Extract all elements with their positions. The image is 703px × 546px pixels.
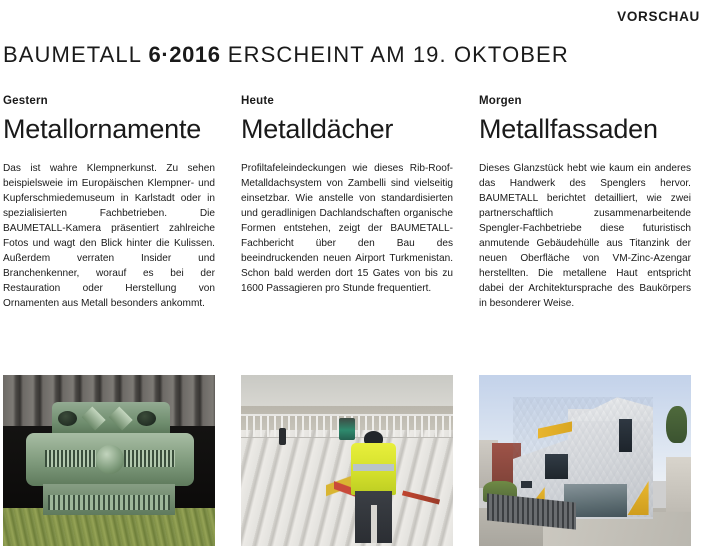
column-heute [241,94,453,311]
column-body-text: Dieses Glanzstück hebt wie kaum ein anderes das Handwerk des Spenglers hervor. BAUMETALL berichtet detailliert, wie zwei partnerschaftlich zusammenarbeitende Spengler-Fachbetriebe diese futuristisch anmutende Gebäudehülle aus Titanzink der neuen Oberfläche von VM-Zinc-Azengar herstellten. Die metallene Haut entspricht dabei der Architektursprache des Baukörpers in besonderer Weise. [479,163,691,310]
ornament-center-boss [96,445,124,474]
tree-foliage [666,406,687,444]
photo-metal-ornament [3,375,215,546]
ornament-right-grille [124,450,175,467]
photo-metal-facade-house [479,375,691,546]
headline-rest: ERSCHEINT AM 19. OKTOBER [220,42,569,67]
column-label: Morgen [479,95,522,107]
worker-leg-gap [371,505,376,543]
column-gestern [3,94,215,311]
column-label: Heute [241,95,274,107]
photo-row [3,375,700,546]
distant-worker [279,428,285,445]
column-title: Metallornamente [3,114,202,144]
ornament-right-round-opening [137,411,156,426]
page-headline [3,42,569,68]
ornament-base-dentils [48,495,171,510]
headline-issue: 6·2016 [148,42,221,67]
section-kicker: VORSCHAU [617,9,700,24]
column-label: Gestern [3,95,48,107]
vest-reflective-stripe [353,464,393,471]
column-body-text: Profiltafeleindeckungen wie dieses Rib-Roof-Metalldachsystem von Zambelli sind vielseitig einsetzbar. Wie anstelle von standardisierten und geradlinigen Dachlandschaften organische Formen entstehen, zeigt der BAUMETALL-Fachbericht über den Bau des beeindruckenden neuen Airport Turkmenistan. Schon bald werden dort 15 Gates von bis zu 1600 Passagieren pro Stunde frequentiert. [241,163,453,295]
photo-roof-surveyor [241,375,453,546]
window-middle [545,454,568,480]
neighbouring-building-right [666,457,691,512]
column-container [3,94,700,311]
column-morgen [479,94,691,311]
window-small [521,481,532,488]
theodolite-instrument [339,418,356,440]
ornament-left-grille [45,450,96,467]
kicker-row [0,8,703,26]
window-upper [619,419,632,451]
column-body-text: Das ist wahre Klempnerkunst. Zu sehen beispielsweie im Europäischen Klempner- und Kupferschmiedemuseum in Karlstadt oder in spezialisierten Fachbetrieben. Die BAUMETALL-Kamera präsentiert zahlreiche Fotos und wagt den Blick hinter die Kulissen. Außerdem verraten Insider und Branchenkenner, worauf es bei der Restauration oder Herstellung von Ornamenten aus Metall besonders ankommt. [3,163,215,310]
headline-brand: BAUMETALL [3,42,149,67]
column-title: Metalldächer [241,114,394,144]
column-title: Metallfassaden [479,114,658,144]
